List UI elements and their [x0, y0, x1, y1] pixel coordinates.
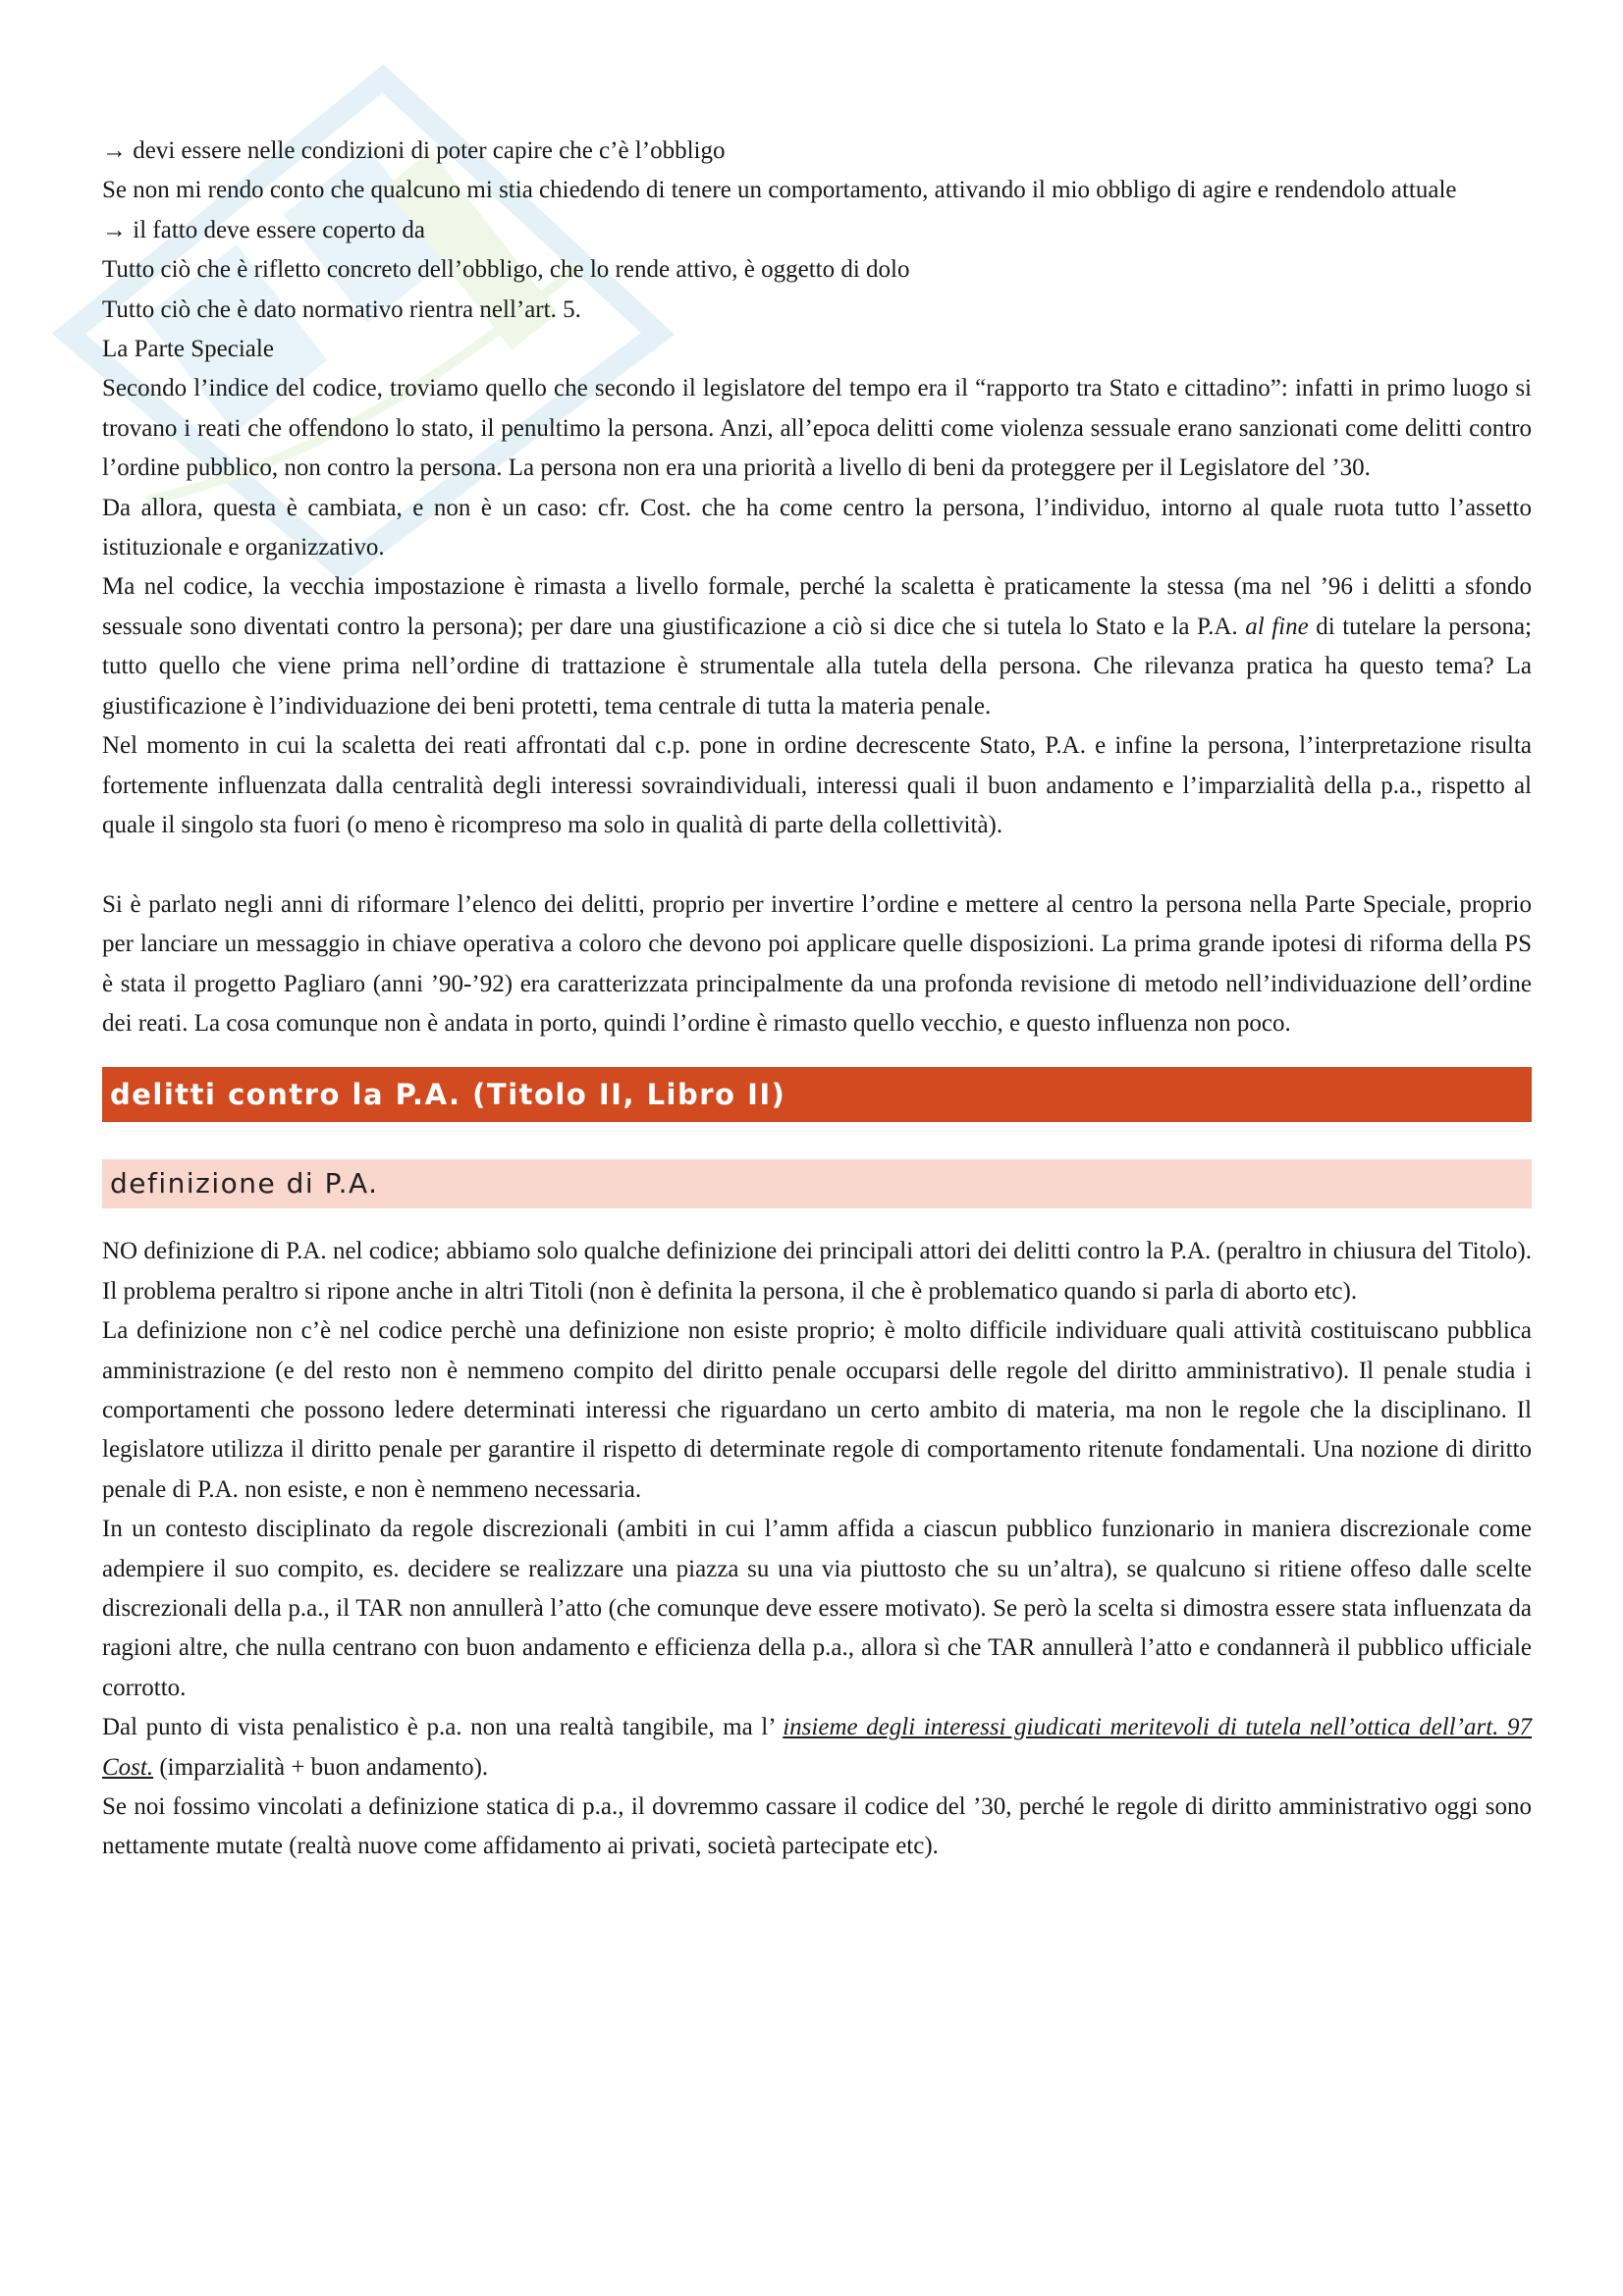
parte-speciale-paragraph: Da allora, questa è cambiata, e non è un caso: cfr. Cost. che ha come centro la persona, l’individuo, intorno al quale ruota tutto l’assetto istituzionale e organizzativo. [102, 494, 1532, 561]
parte-speciale-paragraph [102, 567, 1532, 726]
intro-paragraph: Se non mi rendo conto che qualcuno mi stia chiedendo di tenere un comportamento, attivando il mio obbligo di agire e rendendolo attuale [102, 177, 1457, 204]
definizione-paragraph: La definizione non c’è nel codice perchè una definizione non esiste proprio; è molto difficile individuare quali attività costituiscano pubblica amministrazione (e del resto non è nemmeno compito del diritto penale occuparsi delle regole del diritto amministrativo). Il penale studia i comportamenti che possono ledere determinati interessi che riguardano un certo ambito di materia, ma non le regole che la disciplinano. Il legislatore utilizza il diritto penale per garantire il rispetto di determinate regole di comportamento ritenute fondamentali. Una nozione di diritto penale di P.A. non esiste, e non è nemmeno necessaria. [102, 1317, 1532, 1503]
section-label-parte-speciale: La Parte Speciale [102, 336, 274, 363]
definizione-paragraph: NO definizione di P.A. nel codice; abbiamo solo qualche definizione dei principali attori dei delitti contro la P.A. (peraltro in chiusura del Titolo). Il problema peraltro si ripone anche in altri Titoli (non è definita la persona, il che è problematico quando si parla di aborto etc). [102, 1238, 1532, 1305]
intro-line: Tutto ciò che è dato normativo rientra nell’art. 5. [102, 295, 581, 323]
intro-line: → devi essere nelle condizioni di poter capire che c’è l’obbligo [102, 137, 726, 164]
definizione-paragraph: Se noi fossimo vincolati a definizione statica di p.a., il dovremmo cassare il codice del ’30, perché le regole di diritto amministrativo oggi sono nettamente mutate (realtà nuove come affidamento ai privati, società partecipate etc). [102, 1793, 1532, 1860]
paragraph-text: (imparzialità + buon andamento). [153, 1753, 489, 1781]
document-body [102, 132, 1532, 1867]
section-heading-delitti-pa: delitti contro la P.A. (Titolo II, Libro II) [102, 1067, 1532, 1122]
paragraph-text: Dal punto di vista penalistico è p.a. non una realtà tangibile, ma l’ [102, 1714, 784, 1741]
definizione-paragraph: In un contesto disciplinato da regole discrezionali (ambiti in cui l’amm affida a ciascun pubblico funzionario in maniera discrezionale come adempiere il suo compito, es. decidere se realizzare una piazza su una via piuttosto che su un’altra), se qualcuno si ritiene offeso dalle scelte discrezionali della p.a., il TAR non annullerà l’atto (che comunque deve essere motivato). Se però la scelta si dimostra essere stata influenzata da ragioni altre, che nulla centrano con buon andamento e efficienza della p.a., allora sì che TAR annullerà l’atto e condannerà il pubblico ufficiale corrotto. [102, 1516, 1532, 1701]
blank-line [102, 845, 1532, 884]
intro-line: → il fatto deve essere coperto da [102, 216, 426, 243]
emphasis-text: al fine [1245, 613, 1309, 640]
parte-speciale-paragraph: Nel momento in cui la scaletta dei reati affrontati dal c.p. pone in ordine decrescente Stato, P.A. e infine la persona, l’interpretazione risulta fortemente influenzata dalla centralità degli interessi sovraindividuali, interessi quali il buon andamento e l’imparzialità della p.a., rispetto al quale il singolo sta fuori (o meno è ricompreso ma solo in qualità di parte della collettività). [102, 732, 1532, 838]
parte-speciale-paragraph: Secondo l’indice del codice, troviamo quello che secondo il legislatore del tempo era il “rapporto tra Stato e cittadino”: infatti in primo luogo si trovano i reati che offendono lo stato, il penultimo la persona. Anzi, all’epoca delitti come violenza sessuale erano sanzionati come delitti contro l’ordine pubblico, non contro la persona. La persona non era una priorità a livello di beni da proteggere per il Legislatore del ’30. [102, 375, 1532, 482]
definizione-paragraph [102, 1708, 1532, 1788]
paragraph-text: di tutelare la persona; tutto quello che viene prima nell’ordine di trattazione è strumentale alla tutela della persona. Che rilevanza pratica ha questo tema? La giustificazione è l’individuazione dei beni protetti, tema centrale di tutta la materia penale. [102, 613, 1532, 720]
paragraph-text: Ma nel codice, la vecchia impostazione è rimasta a livello formale, perché la scaletta è praticamente la stessa (ma nel ’96 i delitti a sfondo sessuale sono diventati contro la persona); per dare una giustificazione a ciò si dice che si tutela lo Stato e la P.A. [102, 573, 1532, 640]
intro-line: Tutto ciò che è rifletto concreto dell’obbligo, che lo rende attivo, è oggetto di dolo [102, 256, 910, 284]
underlined-definition: insieme degli interessi giudicati meritevoli di tutela nell’ottica dell’art. 97 Cost. [102, 1714, 1532, 1781]
subsection-heading-definizione: definizione di P.A. [102, 1159, 1532, 1208]
parte-speciale-paragraph: Si è parlato negli anni di riformare l’elenco dei delitti, proprio per invertire l’ordine e mettere al centro la persona nella Parte Speciale, proprio per lanciare un messaggio in chiave operativa a coloro che devono poi applicare quelle disposizioni. La prima grande ipotesi di riforma della PS è stata il progetto Pagliaro (anni ’90-’92) era caratterizzata principalmente da una profonda revisione di metodo nell’individuazione dell’ordine dei reati. La cosa comunque non è andata in porto, quindi l’ordine è rimasto quello vecchio, e questo influenza non poco. [102, 890, 1532, 1037]
